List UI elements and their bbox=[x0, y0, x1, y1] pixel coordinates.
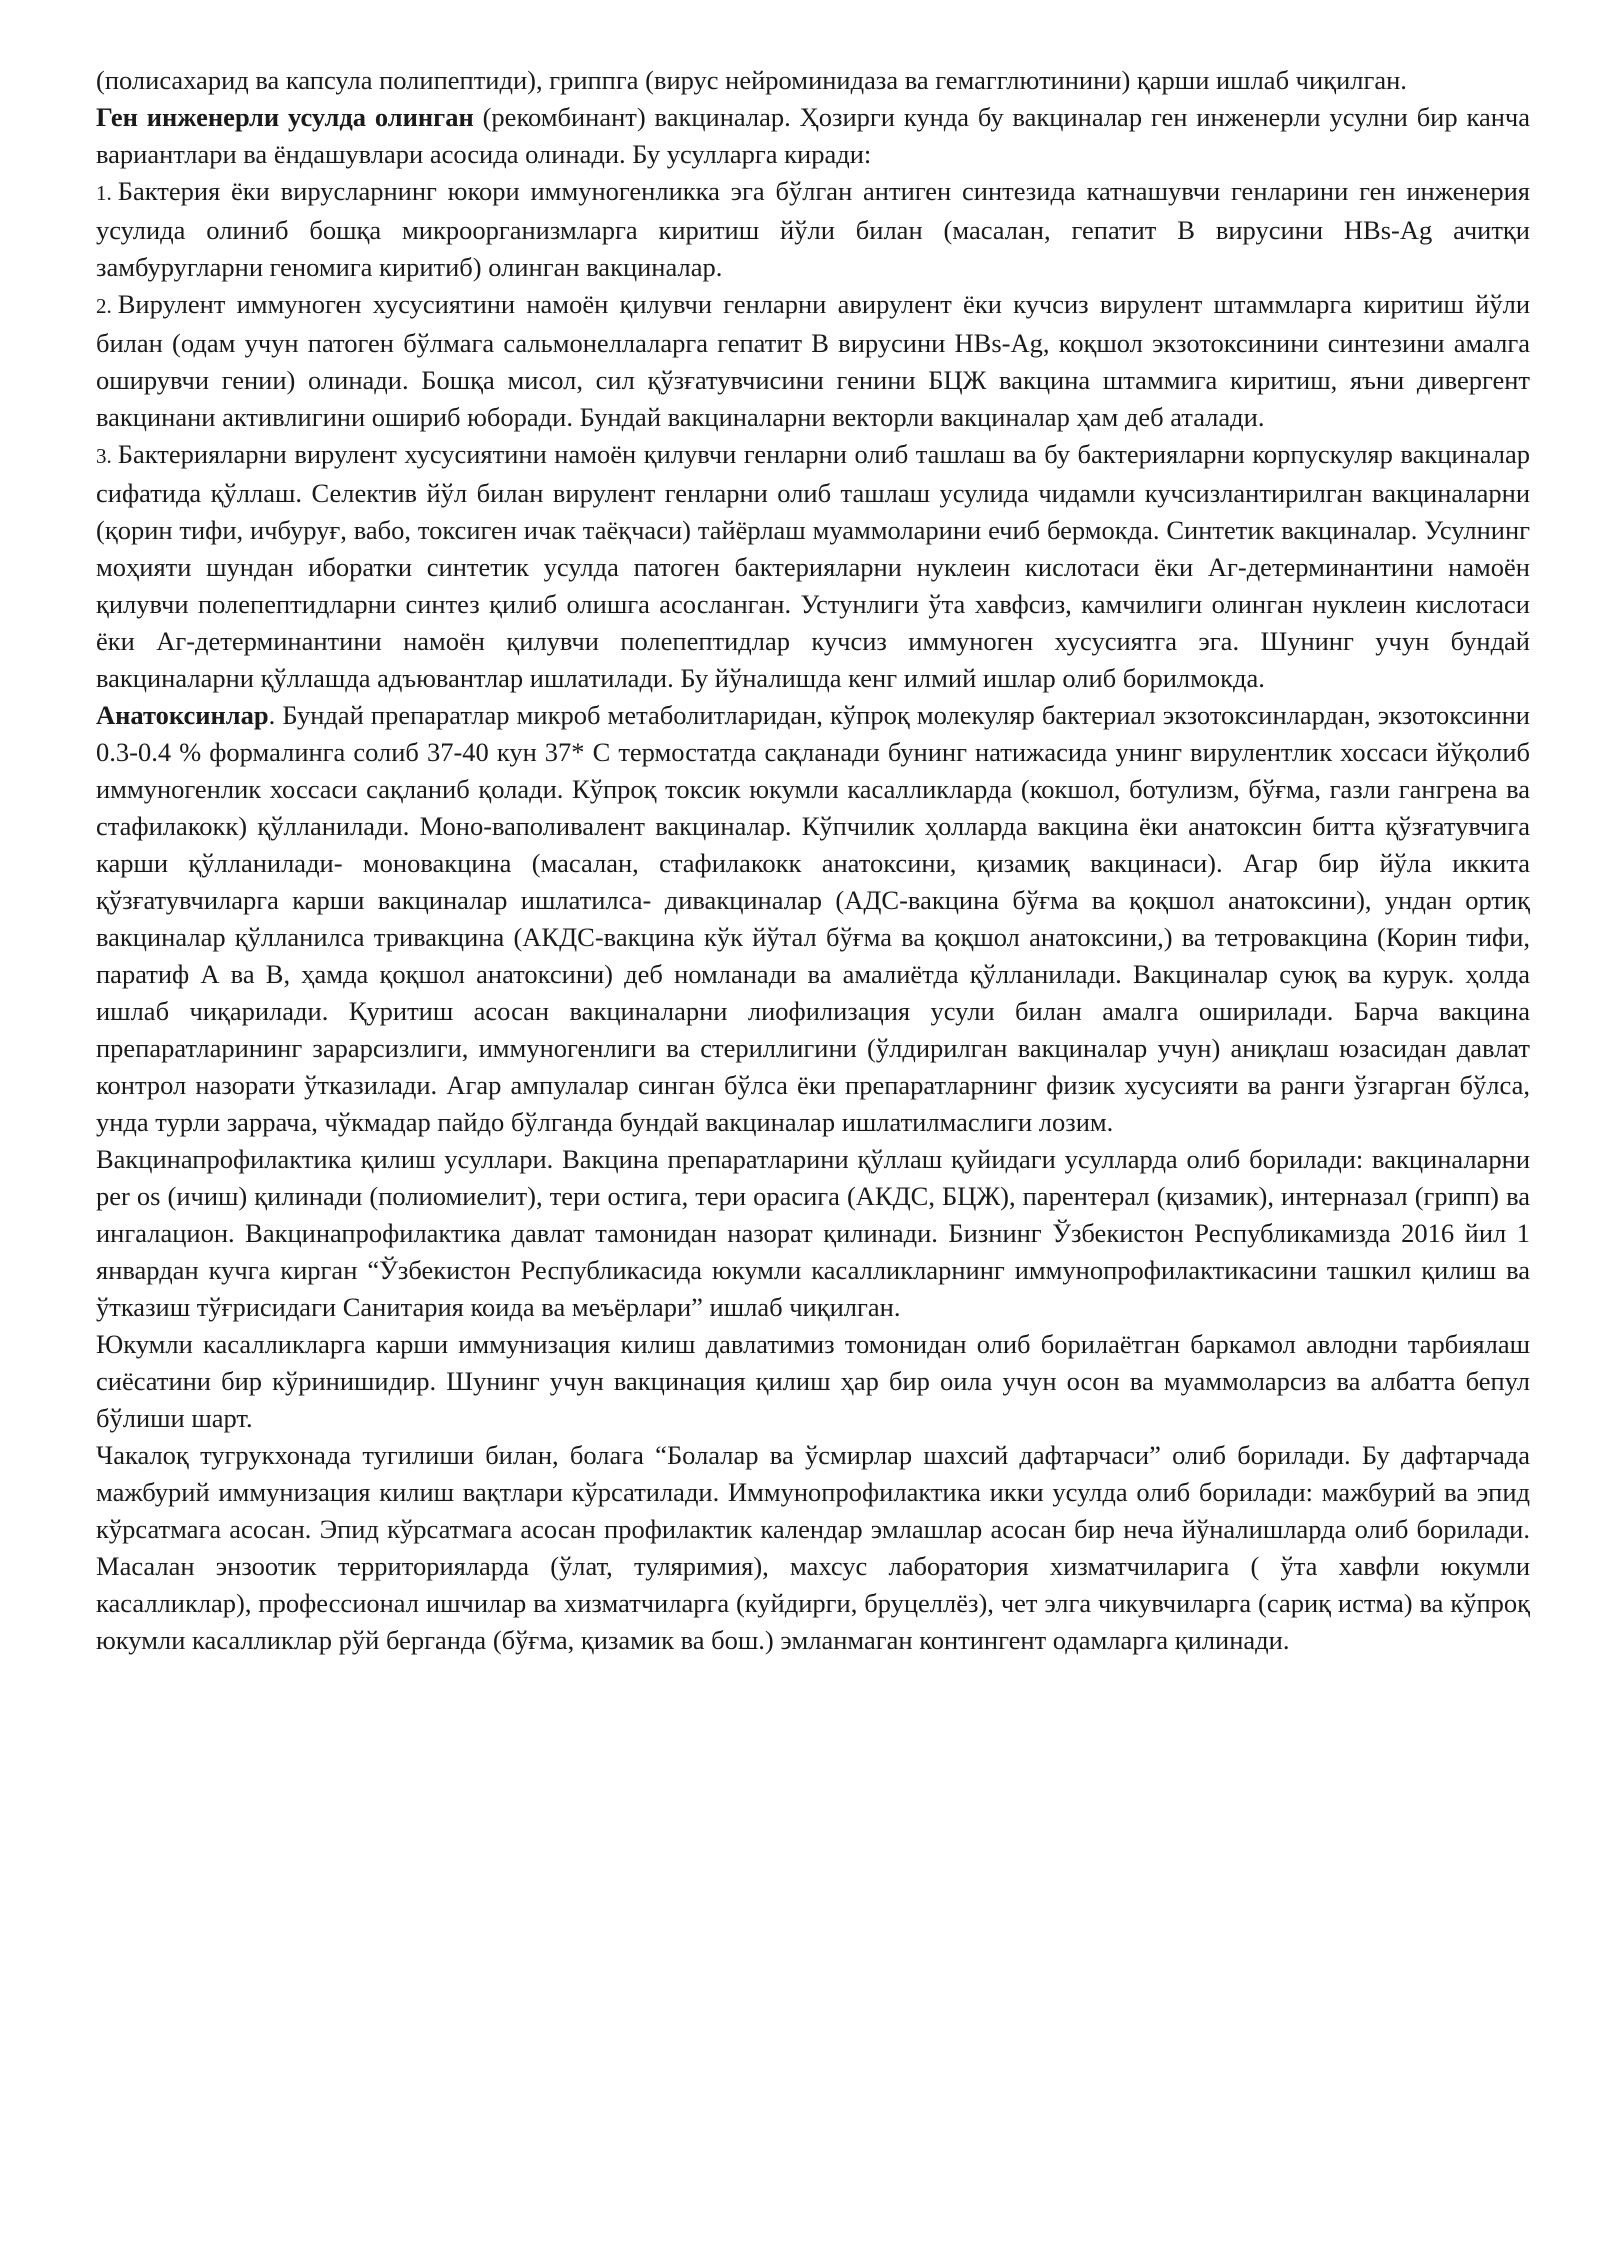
list-item-3 bbox=[96, 436, 1530, 697]
paragraph-polysaccharide bbox=[96, 62, 1530, 99]
document-page bbox=[96, 62, 1530, 1659]
paragraph-heading: Ген инженерли усулда олинган bbox=[96, 102, 474, 132]
paragraph-text: . Бундай препаратлар микроб метаболитларидан, кўпроқ молекуляр бактериал экзотоксинлардан, экзотоксинни 0.3-0.4 % формалинга солиб 37-40 кун 37* С термостатда сақланади бунинг натижасида унинг вирулентлик хоссаси йўқолиб иммуногенлик хоссаси сақланиб қолади. Кўпроқ токсик юкумли касалликларда (кокшол, ботулизм, бўғма, газли гангрена ва стафилакокк) қўлланилади. Моно-ваполивалент вакциналар. Кўпчилик ҳолларда вакцина ёки анатоксин битта қўзғатувчига карши қўлланилади- моновакцина (масалан, стафилакокк анатоксини, қизамиқ вакцинаси). Агар бир йўла иккита қўзғатувчиларга карши вакциналар ишлатилса- дивакциналар (АДС-вакцина бўғма ва қоқшол анатоксини), ундан ортиқ вакциналар қўлланилса тривакцина (АКДС-вакцина кўк йўтал бўғма ва қоқшол анатоксини,) ва тетровакцина (Корин тифи, паратиф А ва В, ҳамда қоқшол анатоксини) деб номланади ва амалиётда қўлланилади. Вакциналар суюқ ва курук. ҳолда ишлаб чиқарилади. Қуритиш асосан вакциналарни лиофилизация усули билан амалга оширилади. Барча вакцина препаратларининг зарарсизлиги, иммуногенлиги ва стериллигини (ўлдирилган вакциналар учун) аниқлаш юзасидан давлат контрол назорати ўтказилади. Агар ампулалар синган бўлса ёки препаратларнинг физик хусусияти ва ранги ўзгарган бўлса, унда турли заррача, чўкмадар пайдо бўлганда бундай вакциналар ишлатилмаслиги лозим. bbox=[96, 700, 1530, 1137]
list-item-2 bbox=[96, 286, 1530, 436]
paragraph-text: Чакалоқ тугрукхонада тугилиши билан, болага “Болалар ва ўсмирлар шахсий дафтарчаси” олиб борилади. Бу дафтарчада мажбурий иммунизация килиш вақтлари кўрсатилади. Иммунопрофилактика икки усулда олиб борилади: мажбурий ва эпид кўрсатмага асосан. Эпид кўрсатмага асосан профилактик календар эмлашлар асосан бир неча йўналишларда олиб борилади. Масалан энзоотик территорияларда (ўлат, туляримия), махсус лаборатория хизматчиларига ( ўта хавфли юкумли касалликлар), профессионал ишчилар ва хизматчиларга (куйдирги, бруцеллёз), чет элга чикувчиларга (сариқ истма) ва кўпроқ юкумли касалликлар рўй берганда (бўғма, қизамик ва бош.) эмланмаган контингент одамларга қилинади. bbox=[96, 1440, 1530, 1655]
paragraph-text: Вакцинапрофилактика қилиш усуллари. Вакцина препаратларини қўллаш қуйидаги усулларда олиб борилади: вакциналарни per os (ичиш) қилинади (полиомиелит), тери остига, тери орасига (АКДС, БЦЖ), парентерал (қизамик), интерназал (грипп) ва ингалацион. Вакцинапрофилактика давлат тамонидан назорат қилинади. Бизнинг Ўзбекистон Республикамизда 2016 йил 1 январдан кучга кирган “Ўзбекистон Республикасида юкумли касалликларнинг иммунопрофилактикасини ташкил қилиш ва ўтказиш тўғрисидаги Санитария коида ва меъёрлари” ишлаб чиқилган. bbox=[96, 1144, 1530, 1322]
paragraph-vaccination-methods bbox=[96, 1141, 1530, 1326]
list-item-text: Бактерия ёки вирусларнинг юкори иммуногенликка эга бўлган антиген синтезида катнашувчи генларини ген инженерия усулида олиниб бошқа микроорганизмларга киритиш йўли билан (масалан, гепатит В вирусини HBs-Ag ачитқи замбуругларни геномига киритиб) олинган вакциналар. bbox=[96, 176, 1530, 282]
list-item-text: Бактерияларни вирулент хусусиятини намоён қилувчи генларни олиб ташлаш ва бу бактерияларни корпускуляр вакциналар сифатида қўллаш. Селектив йўл билан вирулент генларни олиб ташлаш усулида чидамли кучсизлантирилган вакциналарни (қорин тифи, ичбуруғ, вабо, токсиген ичак таёқчаси) тайёрлаш муаммоларини ечиб бермокда. Синтетик вакциналар. Усулнинг моҳияти шундан иборатки синтетик усулда патоген бактерияларни нуклеин кислотаси ёки Аг-детерминантини намоён қилувчи полепептидларни синтез қилиб олишга асосланган. Устунлиги ўта хавфсиз, камчилиги олинган нуклеин кислотаси ёки Аг-детерминантини намоён қилувчи полепептидлар кучсиз иммуноген хусусиятга эга. Шунинг учун бундай вакциналарни қўллашда адъювантлар ишлатилади. Бу йўналишда кенг илмий ишлар олиб борилмокда. bbox=[96, 439, 1530, 693]
paragraph-immunization-policy bbox=[96, 1326, 1530, 1437]
paragraph-text: (полисахарид ва капсула полипептиди), гриппга (вирус нейроминидаза ва гемагглютинини) қарши ишлаб чиқилган. bbox=[96, 65, 1407, 95]
paragraph-text: (рекомбинант) вакциналар. Ҳозирги кунда бу вакциналар ген инженерли усулни бир канча вариантлари ва ёндашувлари асосида олинади. Бу усулларга киради: bbox=[96, 102, 1530, 169]
list-number: 3. bbox=[96, 444, 112, 468]
paragraph-child-record bbox=[96, 1437, 1530, 1659]
paragraph-text: Юкумли касалликларга карши иммунизация килиш давлатимиз томонидан олиб борилаётган баркамол авлодни тарбиялаш сиёсатини бир кўринишидир. Шунинг учун вакцинация қилиш ҳар бир оила учун осон ва муаммоларсиз ва албатта бепул бўлиши шарт. bbox=[96, 1329, 1530, 1433]
list-number: 2. bbox=[96, 294, 112, 318]
paragraph-heading: Анатоксинлар bbox=[96, 700, 269, 730]
list-number: 1. bbox=[96, 181, 112, 205]
paragraph-anatoxins bbox=[96, 697, 1530, 1141]
paragraph-recombinant-vaccines bbox=[96, 99, 1530, 173]
list-item-1 bbox=[96, 173, 1530, 286]
list-item-text: Вирулент иммуноген хусусиятини намоён қилувчи генларни авирулент ёки кучсиз вирулент штаммларга киритиш йўли билан (одам учун патоген бўлмага сальмонеллаларга гепатит В вирусини HBs-Ag, коқшол экзотоксинини синтезини амалга оширувчи гении) олинади. Бошқа мисол, сил қўзғатувчисини генини БЦЖ вакцина штаммига киритиш, яъни дивергент вакцинани активлигини ошириб юборади. Бундай вакциналарни векторли вакциналар ҳам деб аталади. bbox=[96, 289, 1530, 432]
